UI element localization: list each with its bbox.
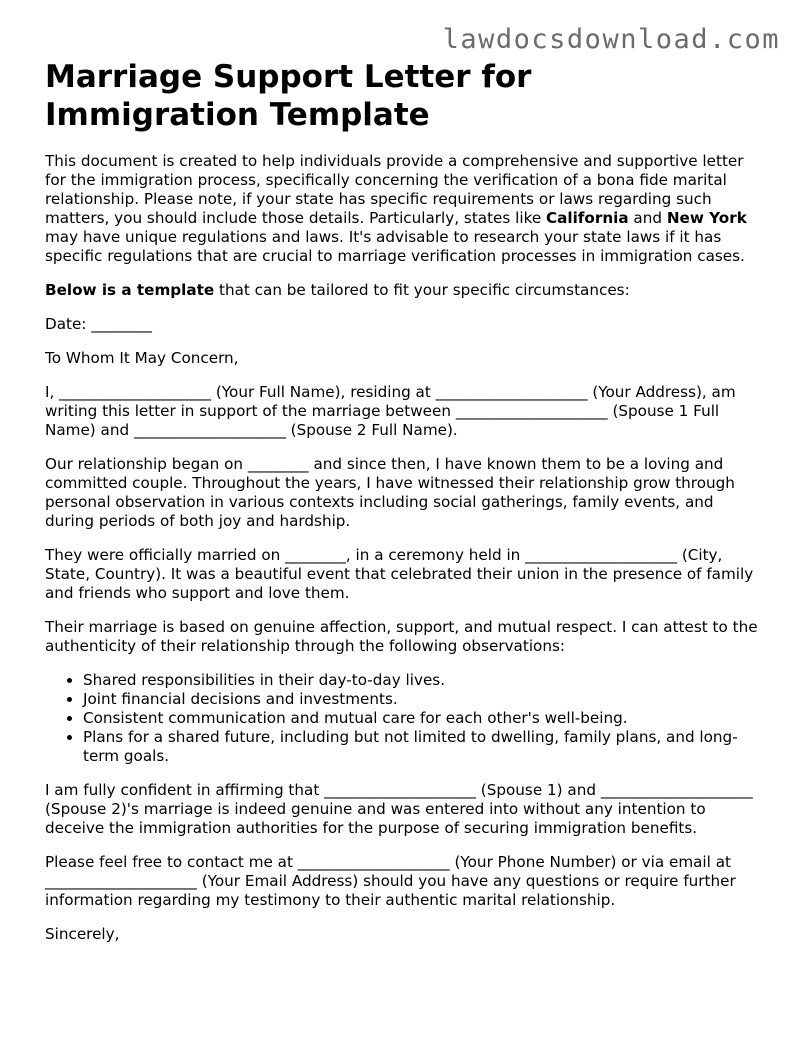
paragraph-relationship: Our relationship began on ________ and since then, I have known them to be a loving and committed couple. Throughout the years, I have witnessed their relationship grow through personal observation in various contexts including social gatherings, family events, and during periods of both joy and hardship. bbox=[45, 455, 735, 530]
paragraph-contact: Please feel free to contact me at ____________________ (Your Phone Number) or via email at ____________________ (Your Email Address) should you have any questions or require further information regarding my testimony to their authentic marital relationship. bbox=[45, 853, 736, 909]
list-item: • Shared responsibilities in their day-to-day lives. bbox=[83, 671, 765, 690]
watermark: lawdocsdownload.com bbox=[442, 24, 780, 55]
date-line: Date: ________ bbox=[45, 315, 152, 333]
intro-paragraph: This document is created to help individuals provide a comprehensive and supportive letter for the immigration process, specifically concerning the verification of a bona fide marital relationship. Please note, if your state has specific requirements or laws regarding such matters, you should include those details. Particularly, states like California and New York may have unique regulations and laws. It's advisable to research your state laws if it has specific regulations that are crucial to marriage verification processes in immigration cases. bbox=[45, 152, 747, 265]
state-california: California bbox=[546, 209, 629, 227]
document-title: Marriage Support Letter for Immigration Template bbox=[45, 59, 532, 133]
paragraph-intro: I, ____________________ (Your Full Name), residing at ____________________ (Your Address), am writing this letter in support of the marriage between ____________________ (Spouse 1 Full Name) and ____________________ (Spouse 2 Full Name). bbox=[45, 383, 736, 439]
list-item: • Joint financial decisions and investments. bbox=[83, 690, 765, 709]
template-note: Below is a template that can be tailored to fit your specific circumstances: bbox=[45, 281, 630, 299]
list-item: • Plans for a shared future, including but not limited to dwelling, family plans, and long-term goals. bbox=[83, 728, 765, 766]
paragraph-affirm: I am fully confident in affirming that ____________________ (Spouse 1) and ____________________ (Spouse 2)'s marriage is indeed genuine and was entered into without any intention to deceive the immigration authorities for the purpose of securing immigration benefits. bbox=[45, 781, 753, 837]
paragraph-basis: Their marriage is based on genuine affection, support, and mutual respect. I can attest to the authenticity of their relationship through the following observations: bbox=[45, 618, 758, 655]
paragraph-married: They were officially married on ________, in a ceremony held in ____________________ (City, State, Country). It was a beautiful event that celebrated their union in the presence of family and friends who support and love them. bbox=[45, 546, 754, 602]
salutation: To Whom It May Concern, bbox=[45, 349, 239, 367]
closing: Sincerely, bbox=[45, 925, 120, 943]
document-body bbox=[45, 152, 765, 959]
state-new-york: New York bbox=[666, 209, 747, 227]
observations-list bbox=[45, 671, 765, 766]
list-item: • Consistent communication and mutual care for each other's well-being. bbox=[83, 709, 765, 728]
